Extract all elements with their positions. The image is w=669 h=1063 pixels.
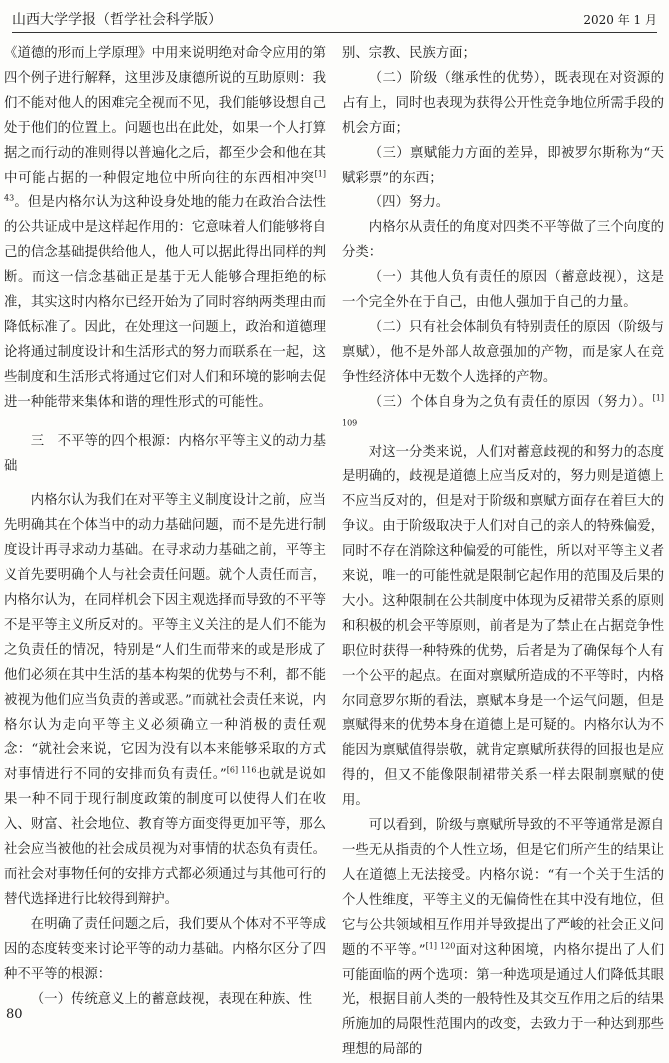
- running-header: [12, 6, 657, 33]
- citation: [1] 109: [342, 393, 664, 428]
- paragraph: 别、宗教、民族方面；: [342, 46, 476, 61]
- paragraph: （三）禀赋能力方面的差异，即被罗尔斯称为“天赋彩票”的东西；: [342, 145, 664, 186]
- page-number: 80: [6, 1007, 23, 1022]
- paragraph: 可以看到，阶级与禀赋所导致的不平等通常是源自一些无从指责的个人性立场，但是它们所产生的结果让人在道德上无法接受。内格尔说：“有一个关于生活的个人性维度，平等主义的无偏倚性在其中没有地位，但它与公共领域相互作用并导致提出了严峻的社会正义问题的不平等。”$^{[1] 120}$面对这种困境，内格尔提出了人们可能面临的两个选项：第一种选项是通过人们降低其眼光，根据目前人类的一般特性及其交互作用之后的结果所施加的局限性范围内的改变，去致力于一种达到那些理想的局部的: [342, 818, 664, 1058]
- paragraph: 在明确了责任问题之后，我们要从个体对不平等成因的态度转变来讨论平等的动力基础。内格尔区分了四种不平等的根源：: [4, 916, 326, 982]
- citation: [1] 43: [4, 169, 326, 203]
- paragraph: 内格尔从责任的角度对四类不平等做了三个向度的分类：: [342, 220, 664, 261]
- paragraph: 内格尔认为我们在对平等主义制度设计之前，应当先明确其在个体当中的动力基础问题，而不是先进行制度设计再寻求动力基础。在寻求动力基础之前，平等主义首先要明确个人与社会责任问题。就个人责任而言，内格尔认为，在同样机会下因主观选择而导致的不平等不是平等主义所反对的。平等主义关注的是人们不能为之负责任的情况，特别是“人们生而带来的或是形成了他们必须在其中生活的基本构架的优势与不利，都不能被视为他们应当负责的善或恶。”而就社会责任来说，内格尔认为走向平等主义必须确立一种消极的责任观念：“就社会来说，它因为没有以本来能够采取的方式对事情进行不同的安排而负有责任。”$^{[6] 116}$也就是说如果一种不同于现行制度政策的制度可以使得人们在收入、财富、社会地位、教育等方面变得更加平等，那么社会应当被他的社会成员视为对事情的状态负有责任。而社会对事物任何的安排方式都必须通过与其他可行的替代选择进行比较得到辩护。: [4, 493, 326, 907]
- paragraph: （一）其他人负有责任的原因（蓄意歧视），这是一个完全外在于自己，由他人强加于自己的力量。: [342, 270, 664, 311]
- paragraph: （一）传统意义上的蓄意歧视，表现在种族、性: [30, 991, 312, 1007]
- right-column: [342, 42, 664, 1058]
- paragraph: （二）只有社会体制负有特别责任的原因（阶级与禀赋），他不是外部人故意强加的产物，而是家人在竞争性经济体中无数个人选择的产物。: [342, 319, 664, 385]
- paragraph: 《道德的形而上学原理》中用来说明绝对命令应用的第四个例子进行解释，这里涉及康德所说的互助原则：我们不能对他人的困难完全视而不见，我们能够设想自己处于他们的位置上。问题也出在此处，如果一个人打算据之而行动的准则得以普遍化之后，都至少会和他在其中可能占据的一种假定地位中所向往的东西相冲突$^{[1] 43}$。但是内格尔认为这种设身处地的能力在政治合法性的公共证成中是这样起作用的：它意味着人们能够将自己的信念基础提供给他人，他人可以据此得出同样的判断。而这一信念基础正是基于无人能够合理拒绝的标准，其实这时内格尔已经开始为了同时容纳两类理由而降低标准了。因此，在处理这一问题上，政治和道德理论将通过制度设计和生活形式的努力而联系在一起，这些制度和生活形式将通过它们对人们和环境的影响去促进一种能带来集体和谐的理性形式的可能性。: [4, 46, 326, 410]
- journal-title: 山西大学学报（哲学社会科学版）: [12, 12, 222, 28]
- left-column: [4, 42, 326, 1007]
- paragraph: （四）努力。: [368, 195, 450, 211]
- paragraph: （三）个体自身为之负有责任的原因（努力）。$^{[1] 109}$: [342, 393, 664, 428]
- issue-date: 2020 年 1 月: [583, 12, 657, 27]
- section-heading: 三 不平等的四个根源：内格尔平等主义的动力基础: [4, 433, 326, 474]
- paragraph: 对这一分类来说，人们对蓄意歧视的和努力的态度是明确的，歧视是道德上应当反对的，努力则是道德上不应当反对的，但是对于阶级和禀赋方面存在着巨大的争议。由于阶级取决于人们对自己的亲人的特殊偏爱，同时不存在消除这种偏爱的可能性，所以对平等主义者来说，唯一的可能性就是限制它起作用的范围及后果的大小。这种限制在公共制度中体现为反裙带关系的原则和积极的机会平等原则，前者是为了禁止在占据竞争性职位时获得一种特殊的优势，后者是为了确保每个人有一个公平的起点。在面对禀赋所造成的不平等时，内格尔同意罗尔斯的看法，禀赋本身是一个运气问题，但是禀赋得来的优势本身在道德上是可疑的。内格尔认为不能因为禀赋值得崇敬，就肯定禀赋所获得的回报也是应得的，但又不能像限制裙带关系一样去限制禀赋的使用。: [342, 444, 664, 809]
- citation: [6] 116: [226, 765, 257, 775]
- paragraph: （二）阶级（继承性的优势），既表现在对资源的占有上，同时也表现为获得公开性竞争地位所需手段的机会方面；: [342, 70, 664, 136]
- citation: [1] 120: [425, 941, 456, 951]
